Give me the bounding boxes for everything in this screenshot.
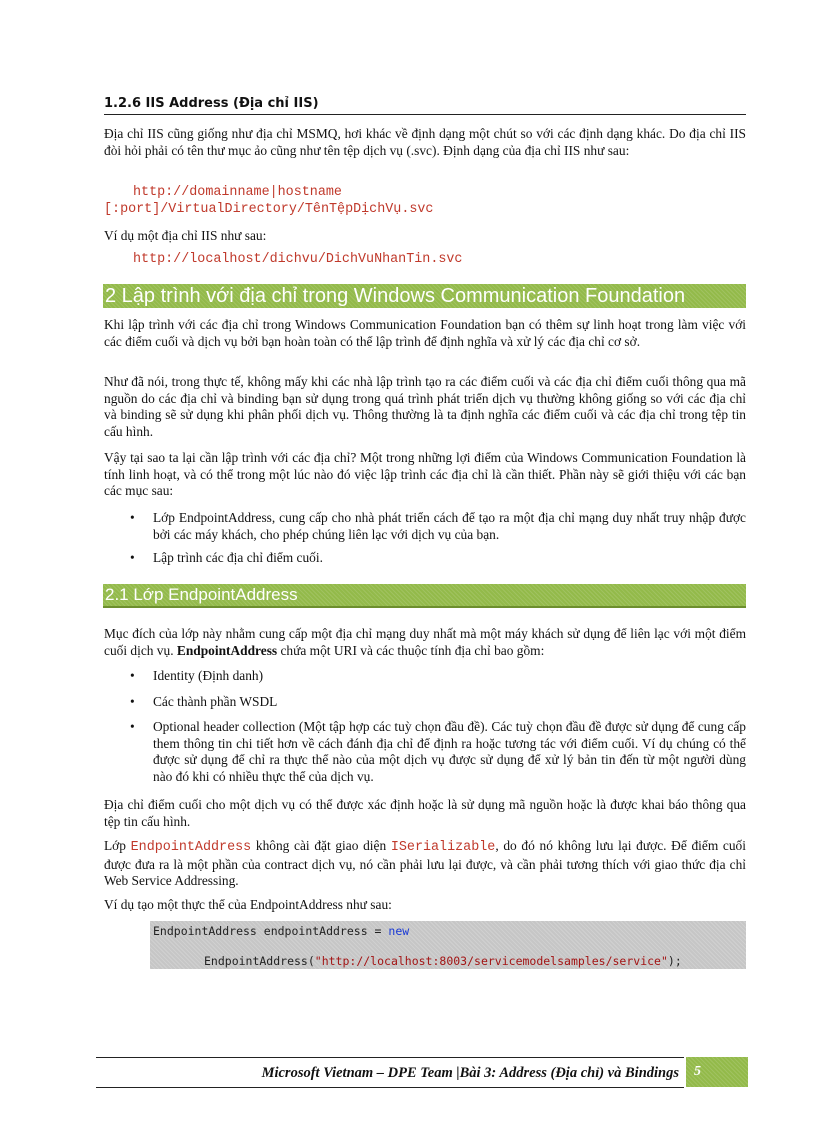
footer-rule-top <box>96 1057 684 1058</box>
iis-format-line-1: http://domainname|hostname <box>133 185 342 200</box>
list-item-text: Lớp EndpointAddress, cung cấp cho nhà phát triển cách để tạo ra một địa chỉ mạng duy nhất truy nhập được bởi các máy khách, cho phép chúng liên lạc với dịch vụ của bạn. <box>153 510 746 542</box>
heading-underline <box>104 114 746 115</box>
heading-band-underline <box>103 606 746 608</box>
paragraph-address-definition: Địa chỉ điểm cuối cho một dịch vụ có thể được xác định hoặc là sử dụng mã nguồn hoặc là được khai báo thông qua tệp tin cấu hình. <box>104 797 746 829</box>
paragraph-endpointaddress-purpose <box>104 626 746 659</box>
paragraph-section2-practice: Như đã nói, trong thực tế, không mấy khi các nhà lập trình tạo ra các điểm cuối và các địa chỉ điểm cuối thông qua mã nguồn do các địa chỉ và binding bạn sử dụng trong quá trình phát triển dịch vụ thường không giống so với các địa chỉ và binding sẽ sử dụng khi phân phối dịch vụ. Thông thường là ta định nghĩa các điểm cuối và các địa chỉ trong tệp tin cấu hình. <box>104 374 746 439</box>
paragraph-section2-intro: Khi lập trình với các địa chỉ trong Windows Communication Foundation bạn có thêm sự linh hoạt trong làm việc với các điểm cuối và dịch vụ bởi bạn hoàn toàn có thể lập trình để định nghĩa và xử lý các địa chỉ cơ sở. <box>104 317 746 349</box>
paragraph-section2-why: Vậy tại sao ta lại cần lập trình với các địa chỉ? Một trong những lợi điểm của Windows Communication Foundation là tính linh hoạt, và có thể trong một lúc nào đó việc lập trình các địa chỉ là cần thiết. Phần này sẽ giới thiệu với các bạn các mục sau: <box>104 450 746 498</box>
bullet-icon: • <box>130 550 135 565</box>
code-string: "http://localhost:8003/servicemodelsamples/service" <box>314 954 668 968</box>
bullet-icon: • <box>130 719 135 734</box>
endpointaddress-property-list <box>104 668 746 785</box>
bullet-icon: • <box>130 510 135 525</box>
inline-code: EndpointAddress <box>130 840 252 855</box>
inline-code: ISerializable <box>390 840 496 855</box>
section2-bullet-list <box>104 510 746 567</box>
code-text: EndpointAddress( <box>204 954 315 968</box>
code-sample-box <box>150 921 746 969</box>
paragraph-example-instance: Ví dụ tạo một thực thể của EndpointAddress như sau: <box>104 897 392 912</box>
page-footer-text: Microsoft Vietnam – DPE Team |Bài 3: Address (Địa chỉ) và Bindings <box>261 1065 679 1081</box>
text-run: , do đó nó không lưu lại được. Để điểm cuối được đưa ra là một phần của contract dịch vụ, nó cần phải lưu lại được, và cần phải tương thích với giao thức địa chỉ Web Service Addressing. <box>104 838 746 888</box>
list-item <box>104 668 746 685</box>
text-run: không cài đặt giao diện <box>251 838 391 853</box>
list-item <box>104 510 746 543</box>
code-line-2 <box>204 954 682 968</box>
text-run: chứa một URI và các thuộc tính địa chỉ bao gồm: <box>277 642 545 658</box>
bold-term: EndpointAddress <box>176 642 278 658</box>
footer-rule-bottom <box>96 1087 684 1088</box>
code-text: ); <box>667 954 682 968</box>
code-text: EndpointAddress endpointAddress = <box>153 924 389 938</box>
text-run: Lớp <box>104 838 131 853</box>
text-run: Mục đích của lớp này nhằm cung cấp một địa chỉ mạng duy nhất mà một máy khách sử dụng để liên lạc với một điểm cuối dịch vụ. <box>104 626 746 658</box>
list-item-text: Identity (Định danh) <box>153 668 264 683</box>
list-item <box>104 694 746 711</box>
section-heading-iis-address: 1.2.6 IIS Address (Địa chỉ IIS) <box>104 96 319 111</box>
paragraph-example-intro: Ví dụ một địa chỉ IIS như sau: <box>104 228 267 243</box>
list-item-text: Lập trình các địa chỉ điểm cuối. <box>153 550 323 565</box>
iis-example-url: http://localhost/dichvu/DichVuNhanTin.svc <box>133 252 463 267</box>
iis-format-line-2: [:port]/VirtualDirectory/TênTệpDịchVụ.svc <box>104 202 434 217</box>
paragraph-serializable-note <box>104 838 746 890</box>
bullet-icon: • <box>130 693 135 709</box>
list-item-text: Các thành phần WSDL <box>153 693 278 709</box>
section-heading-endpointaddress: 2.1 Lớp EndpointAddress <box>103 584 746 606</box>
code-keyword: new <box>388 924 410 938</box>
bullet-icon: • <box>130 668 135 683</box>
page-number: 5 <box>686 1057 748 1087</box>
code-line-1 <box>153 924 409 938</box>
paragraph-iis-intro: Địa chỉ IIS cũng giống như địa chỉ MSMQ, hơi khác về định dạng một chút so với các định dạng khác. Do địa chỉ IIS đòi hỏi phải có tên thư mục ảo cũng như tên tệp dịch vụ (.svc). Định dạng của địa chỉ IIS như sau: <box>104 126 746 158</box>
list-item <box>104 550 746 567</box>
list-item <box>104 719 746 785</box>
list-item-text: Optional header collection (Một tập hợp các tuỳ chọn đầu đề). Các tuỳ chọn đầu đề được sử dụng để cung cấp them thông tin chi tiết hơn về cách đánh địa chỉ để định ra hoặc tương tác với điểm cuối. Ví dụ chúng có thể được sử dụng để chỉ ra thực thể nào của một dịch vụ được sử dụng để xử lý bản tin đến từ một người dùng nào đó khi có nhiều thực thể của dịch vụ. <box>153 719 746 784</box>
section-heading-programming-addresses: 2 Lập trình với địa chỉ trong Windows Communication Foundation <box>103 284 746 308</box>
